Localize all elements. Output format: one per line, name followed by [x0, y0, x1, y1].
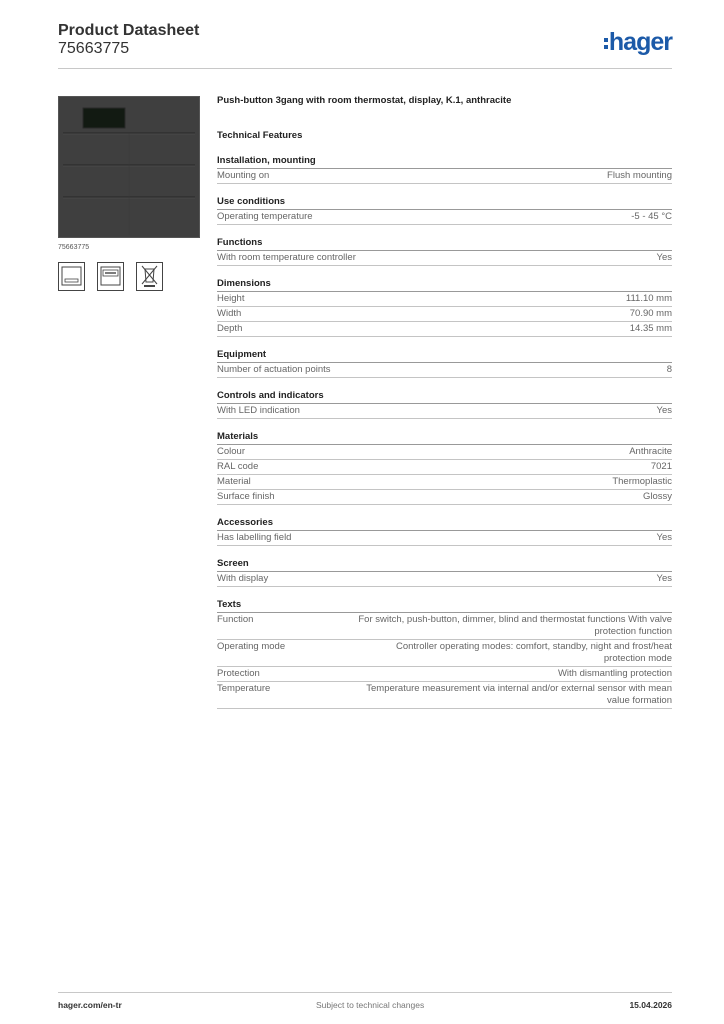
datasheet-content [217, 94, 672, 709]
spec-row [217, 667, 672, 682]
spec-value: Flush mounting [607, 170, 672, 181]
logo-text: hager [608, 28, 672, 56]
product-image [58, 96, 200, 238]
spec-value: Yes [656, 573, 672, 584]
spec-value: For switch, push-button, dimmer, blind and thermostat functions With valve protection function [358, 614, 672, 637]
document-title: Product Datasheet [58, 22, 200, 39]
spec-label: Width [217, 308, 242, 319]
spec-label: Has labelling field [217, 532, 292, 543]
spec-row [217, 531, 672, 546]
spec-value: 8 [666, 364, 672, 375]
spec-value: Anthracite [629, 446, 672, 457]
section-title: Equipment [217, 348, 672, 363]
spec-row [217, 363, 672, 378]
spec-value: 70.90 mm [629, 308, 672, 319]
spec-label: Temperature [217, 683, 271, 694]
page-footer [58, 992, 672, 1017]
spec-label: Depth [217, 323, 243, 334]
section-title: Controls and indicators [217, 389, 672, 404]
spec-label: Protection [217, 668, 260, 679]
section-title: Installation, mounting [217, 154, 672, 169]
section-title: Dimensions [217, 277, 672, 292]
spec-label: With display [217, 573, 269, 584]
spec-label: Function [217, 614, 254, 625]
section-title: Screen [217, 557, 672, 572]
spec-label: With LED indication [217, 405, 300, 416]
spec-label: Colour [217, 446, 245, 457]
footer-notice: Subject to technical changes [316, 1000, 425, 1010]
spec-value: Controller operating modes: comfort, standby, night and frost/heat protection mode [395, 641, 672, 664]
weee-bin-icon [136, 262, 163, 291]
spec-row [217, 490, 672, 505]
spec-value: 14.35 mm [629, 323, 672, 334]
spec-row [217, 210, 672, 225]
logo-dots-icon [604, 35, 608, 52]
spec-value: 7021 [650, 461, 672, 472]
spec-value: -5 - 45 °C [631, 211, 672, 222]
hager-logo [604, 28, 672, 57]
spec-row [217, 445, 672, 460]
spec-value: With dismantling protection [557, 668, 672, 679]
spec-row [217, 292, 672, 307]
spec-label: Operating mode [217, 641, 286, 652]
spec-row [217, 404, 672, 419]
spec-value: Temperature measurement via internal and/or external sensor with mean value formation [366, 683, 672, 706]
spec-row [217, 322, 672, 337]
spec-label: Operating temperature [217, 211, 313, 222]
technical-features-title: Technical Features [217, 130, 303, 141]
document-number: 75663775 [58, 40, 130, 57]
spec-row [217, 572, 672, 587]
push-button-device-icon [59, 97, 199, 237]
section-title: Functions [217, 236, 672, 251]
spec-value: Thermoplastic [612, 476, 672, 487]
spec-row [217, 307, 672, 322]
footer-website[interactable]: hager.com/en-tr [58, 1000, 122, 1010]
spec-label: Material [217, 476, 251, 487]
spec-row [217, 640, 672, 667]
spec-label: With room temperature controller [217, 252, 356, 263]
spec-row [217, 613, 672, 640]
spec-label: Height [217, 293, 245, 304]
section-title: Texts [217, 598, 672, 613]
spec-value: 111.10 mm [625, 293, 672, 304]
spec-value: Yes [656, 252, 672, 263]
spec-label: Surface finish [217, 491, 275, 502]
spec-row [217, 460, 672, 475]
spec-value: Yes [656, 532, 672, 543]
spec-label: RAL code [217, 461, 259, 472]
features-sections [217, 154, 672, 709]
spec-row [217, 475, 672, 490]
spec-row [217, 682, 672, 709]
spec-row [217, 251, 672, 266]
section-title: Use conditions [217, 195, 672, 210]
page-header [58, 20, 672, 69]
section-title: Materials [217, 430, 672, 445]
footer-date: 15.04.2026 [629, 1000, 672, 1010]
spec-label: Mounting on [217, 170, 270, 181]
spec-label: Number of actuation points [217, 364, 331, 375]
section-title: Accessories [217, 516, 672, 531]
spec-row [217, 169, 672, 184]
labelling-field-icon [58, 262, 85, 291]
display-symbol-icon [97, 262, 124, 291]
image-product-code: 75663775 [58, 244, 90, 251]
spec-value: Glossy [642, 491, 672, 502]
spec-value: Yes [656, 405, 672, 416]
product-name: Push-button 3gang with room thermostat, display, K.1, anthracite [217, 95, 512, 106]
